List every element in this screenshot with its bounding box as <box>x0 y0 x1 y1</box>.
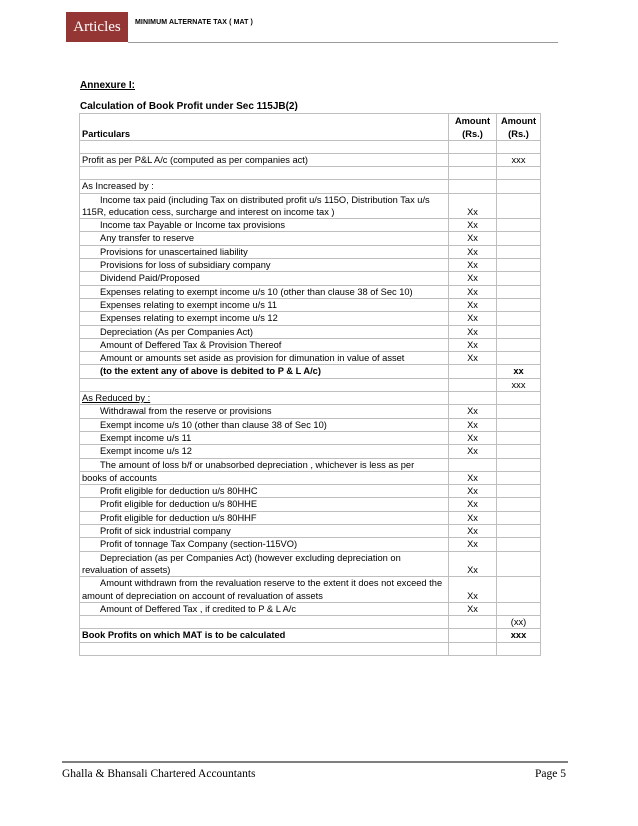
table-row <box>80 602 541 615</box>
amount-2-cell <box>497 392 541 405</box>
amount-1-cell <box>449 629 497 642</box>
particulars-cell: Amount of Deffered Tax , if credited to P & L A/c <box>80 602 449 615</box>
table-row <box>80 458 541 471</box>
table-row <box>80 312 541 325</box>
particulars-cell: Dividend Paid/Proposed <box>80 272 449 285</box>
table-row <box>80 180 541 193</box>
amount-2-cell <box>497 405 541 418</box>
amount-1-cell: Xx <box>449 511 497 524</box>
amount-1-cell: Xx <box>449 602 497 615</box>
amount-2-cell <box>497 219 541 232</box>
table-row <box>80 219 541 232</box>
table-row <box>80 378 541 391</box>
particulars-cell: Depreciation (as per Companies Act) (however excluding depreciation on revaluation of assets) <box>80 551 449 577</box>
amount-2-cell: xxx <box>497 154 541 167</box>
particulars-cell: Profit as per P&L A/c (computed as per companies act) <box>80 154 449 167</box>
particulars-cell: Withdrawal from the reserve or provisions <box>80 405 449 418</box>
table-row <box>80 365 541 378</box>
particulars-cell: Provisions for unascertained liability <box>80 245 449 258</box>
amount-1-cell: Xx <box>449 245 497 258</box>
amount-1-cell: Xx <box>449 312 497 325</box>
table-row <box>80 445 541 458</box>
amount-1-cell: Xx <box>449 338 497 351</box>
footer-firm: Ghalla & Bhansali Chartered Accountants <box>62 768 256 780</box>
amount-1-cell <box>449 392 497 405</box>
particulars-cell: The amount of loss b/f or unabsorbed depreciation , whichever is less as per <box>80 458 449 471</box>
table-row <box>80 642 541 655</box>
table-row <box>80 325 541 338</box>
particulars-cell: Amount of Deffered Tax & Provision Thereof <box>80 338 449 351</box>
amount-2-cell <box>497 352 541 365</box>
particulars-cell: Profit of tonnage Tax Company (section-115VO) <box>80 538 449 551</box>
amount-1-cell: Xx <box>449 485 497 498</box>
amount-2-cell <box>497 458 541 471</box>
amount-1-cell: Xx <box>449 431 497 444</box>
amount-2-cell <box>497 167 541 180</box>
header-rule <box>128 42 558 43</box>
amount-1-cell: Xx <box>449 445 497 458</box>
amount-1-cell: Xx <box>449 538 497 551</box>
amount-1-cell <box>449 458 497 471</box>
particulars-cell: As Reduced by : <box>80 392 449 405</box>
amount-1-cell <box>449 141 497 154</box>
table-row <box>80 405 541 418</box>
amount-2-cell: xx <box>497 365 541 378</box>
amount-2-cell <box>497 232 541 245</box>
amount-2-cell <box>497 602 541 615</box>
amount-2-cell <box>497 525 541 538</box>
particulars-cell: Provisions for loss of subsidiary company <box>80 259 449 272</box>
amount-1-cell: Xx <box>449 352 497 365</box>
particulars-cell: Amount or amounts set aside as provision for dimunation in value of asset <box>80 352 449 365</box>
particulars-cell <box>80 141 449 154</box>
col-particulars: Particulars <box>80 114 449 141</box>
header-title: MINIMUM ALTERNATE TAX ( MAT ) <box>135 19 253 26</box>
table-row <box>80 498 541 511</box>
amount-2-cell <box>497 418 541 431</box>
amount-1-cell: Xx <box>449 272 497 285</box>
table-row <box>80 193 541 219</box>
amount-2-cell <box>497 245 541 258</box>
table-row <box>80 471 541 484</box>
particulars-cell <box>80 378 449 391</box>
book-profit-table <box>79 113 541 656</box>
particulars-cell <box>80 616 449 629</box>
particulars-cell: Expenses relating to exempt income u/s 10 (other than clause 38 of Sec 10) <box>80 285 449 298</box>
amount-2-cell <box>497 259 541 272</box>
particulars-cell: Income tax paid (including Tax on distributed profit u/s 115O, Distribution Tax u/s 115R, education cess, surcharge and interest on income tax ) <box>80 193 449 219</box>
table-row <box>80 154 541 167</box>
amount-2-cell <box>497 193 541 219</box>
amount-1-cell: Xx <box>449 259 497 272</box>
amount-2-cell <box>497 312 541 325</box>
table-row <box>80 245 541 258</box>
particulars-cell: Any transfer to reserve <box>80 232 449 245</box>
amount-1-cell: Xx <box>449 325 497 338</box>
table-row <box>80 616 541 629</box>
table-row <box>80 338 541 351</box>
footer-rule <box>62 761 568 763</box>
amount-2-cell <box>497 551 541 577</box>
amount-1-cell <box>449 616 497 629</box>
amount-2-cell <box>497 272 541 285</box>
table-row <box>80 511 541 524</box>
table-row <box>80 525 541 538</box>
amount-1-cell <box>449 167 497 180</box>
amount-2-cell <box>497 298 541 311</box>
amount-1-cell <box>449 180 497 193</box>
table-row <box>80 298 541 311</box>
table-row <box>80 259 541 272</box>
particulars-cell: Expenses relating to exempt income u/s 12 <box>80 312 449 325</box>
table-row <box>80 485 541 498</box>
amount-1-cell: Xx <box>449 418 497 431</box>
amount-2-cell: (xx) <box>497 616 541 629</box>
particulars-cell: Book Profits on which MAT is to be calculated <box>80 629 449 642</box>
particulars-cell: Exempt income u/s 11 <box>80 431 449 444</box>
amount-1-cell: Xx <box>449 551 497 577</box>
particulars-cell: Income tax Payable or Income tax provisions <box>80 219 449 232</box>
particulars-cell: As Increased by : <box>80 180 449 193</box>
particulars-cell: books of accounts <box>80 471 449 484</box>
amount-2-cell <box>497 511 541 524</box>
amount-2-cell: xxx <box>497 629 541 642</box>
calculation-title: Calculation of Book Profit under Sec 115JB(2) <box>80 101 298 112</box>
amount-1-cell: Xx <box>449 298 497 311</box>
table-row <box>80 285 541 298</box>
amount-1-cell: Xx <box>449 219 497 232</box>
table-row <box>80 551 541 577</box>
amount-2-cell <box>497 538 541 551</box>
particulars-cell: Profit of sick industrial company <box>80 525 449 538</box>
particulars-cell <box>80 167 449 180</box>
table-row <box>80 141 541 154</box>
particulars-cell: Profit eligible for deduction u/s 80HHF <box>80 511 449 524</box>
table-header-row <box>80 114 541 141</box>
particulars-cell: Amount withdrawn from the revaluation reserve to the extent it does not exceed the amount of depreciation on account of revaluation of assets <box>80 577 449 603</box>
amount-2-cell <box>497 485 541 498</box>
col-amount-2: Amount (Rs.) <box>497 114 541 141</box>
table-row <box>80 352 541 365</box>
particulars-cell: Exempt income u/s 10 (other than clause 38 of Sec 10) <box>80 418 449 431</box>
table-row <box>80 629 541 642</box>
amount-1-cell: Xx <box>449 405 497 418</box>
amount-2-cell <box>497 498 541 511</box>
table-row <box>80 272 541 285</box>
section-badge: Articles <box>66 12 128 42</box>
particulars-cell: Profit eligible for deduction u/s 80HHE <box>80 498 449 511</box>
amount-2-cell <box>497 642 541 655</box>
particulars-cell: Profit eligible for deduction u/s 80HHC <box>80 485 449 498</box>
amount-2-cell <box>497 141 541 154</box>
table-row <box>80 392 541 405</box>
table-row <box>80 232 541 245</box>
particulars-cell <box>80 642 449 655</box>
table-row <box>80 538 541 551</box>
amount-2-cell <box>497 338 541 351</box>
amount-1-cell <box>449 154 497 167</box>
particulars-cell: (to the extent any of above is debited to P & L A/c) <box>80 365 449 378</box>
particulars-cell: Expenses relating to exempt income u/s 11 <box>80 298 449 311</box>
amount-2-cell <box>497 180 541 193</box>
amount-2-cell <box>497 325 541 338</box>
amount-2-cell <box>497 577 541 603</box>
amount-1-cell: Xx <box>449 498 497 511</box>
particulars-cell: Exempt income u/s 12 <box>80 445 449 458</box>
amount-1-cell: Xx <box>449 525 497 538</box>
amount-2-cell <box>497 445 541 458</box>
amount-1-cell: Xx <box>449 577 497 603</box>
amount-1-cell <box>449 365 497 378</box>
table-row <box>80 167 541 180</box>
table-row <box>80 577 541 603</box>
amount-1-cell: Xx <box>449 193 497 219</box>
table-row <box>80 418 541 431</box>
amount-1-cell: Xx <box>449 471 497 484</box>
amount-2-cell <box>497 431 541 444</box>
footer-page-number: Page 5 <box>535 768 566 780</box>
table-row <box>80 431 541 444</box>
amount-2-cell <box>497 285 541 298</box>
col-amount-1: Amount (Rs.) <box>449 114 497 141</box>
amount-1-cell: Xx <box>449 232 497 245</box>
amount-1-cell: Xx <box>449 285 497 298</box>
particulars-cell: Depreciation (As per Companies Act) <box>80 325 449 338</box>
amount-1-cell <box>449 378 497 391</box>
amount-2-cell <box>497 471 541 484</box>
amount-1-cell <box>449 642 497 655</box>
annexure-heading: Annexure I: <box>80 80 136 91</box>
amount-2-cell: xxx <box>497 378 541 391</box>
